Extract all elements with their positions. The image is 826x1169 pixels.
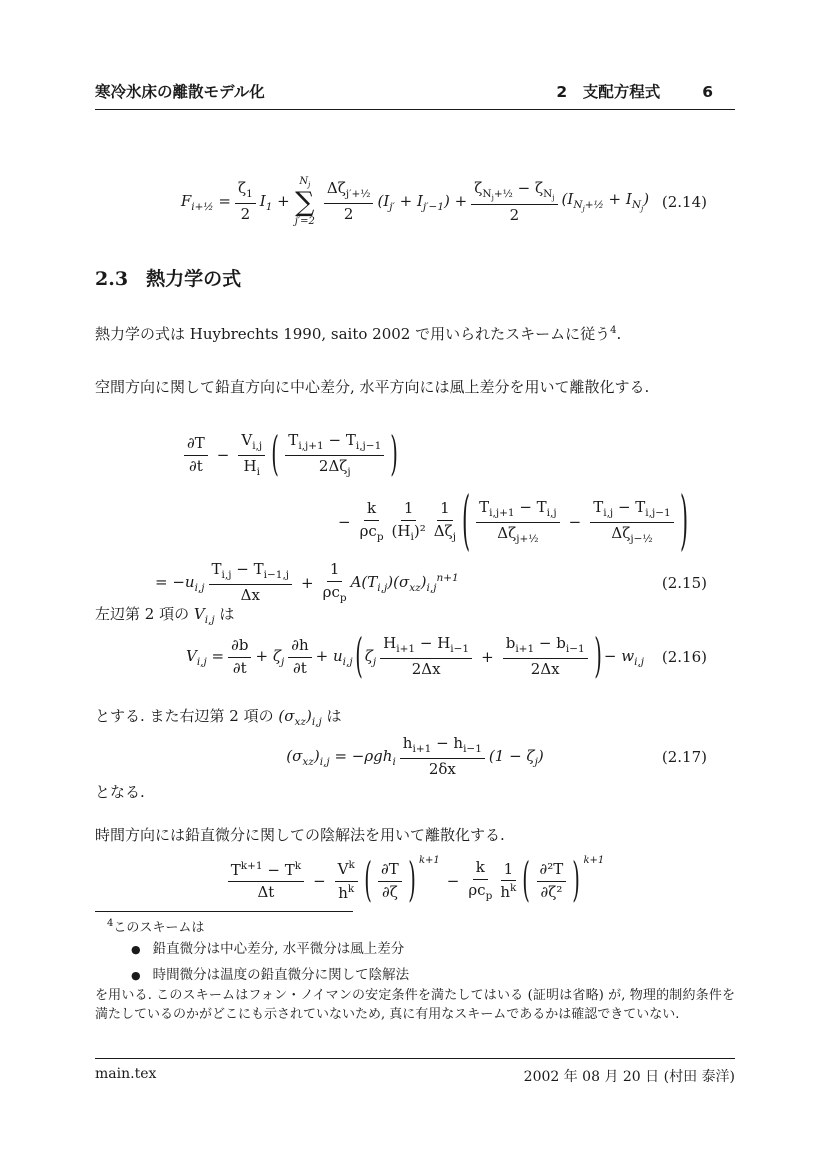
fraction: $\frac{T_{i,j} - T_{i-1,j}}{\Delta x}$ [209,560,293,605]
fraction: $\frac{T^{k+1} - T^k}{\Delta t}$ [228,860,304,903]
fraction: $\frac{1}{\Delta\zeta_j}$ [433,499,456,543]
equation-2-14 [95,163,735,241]
equation-2-16-row: $V_{i,j}$ = $\frac{\partial b}{\partial t}$ + $\zeta_j$ $\frac{\partial h}{\partial t}$ + $u_{i,j}$ ( $\zeta_j$ $\frac{H_{i+1} - H_{i-1}}{2\Delta x}$ + $\frac{b_{i+1} - b_{i-1}}{2\Delta x}$ ) − $w_{i,j}$ (2.16) [185,630,707,684]
equation-2-17 [95,734,735,780]
fraction: $\frac{\partial T}{\partial t}$ [184,434,208,476]
fraction: $\frac{\text{∂²T}}{\text{∂ζ²}}$ [537,860,567,902]
eq214-term1: $I_1$ + [259,191,290,213]
equation-number: (2.17) [661,748,707,766]
eq214-term2: $(I_{j'} + I_{j'-1})$ + [377,191,468,213]
equation-2-15 [95,428,735,606]
paragraph-lhs-second-term: 左辺第 2 項の $V_{i,j}$ は [95,605,235,626]
equation-implicit-time-row: $\frac{T^{k+1} - T^k}{\Delta t}$ − $\frac{V^k}{h^k}$ ( $\frac{\partial T}{\partial\zeta}$ ) k+1 − $\frac{k}{\rho c_p}$ $\frac{1}{h^k}$ ( $\frac{\text{∂²T}}{\text{∂ζ²}}$ ) k+1 [95,853,735,909]
footer-rule [95,1058,735,1059]
fraction: $\frac{\partial b}{\partial t}$ [228,636,251,678]
fraction: $\frac{T_{i,j+1} - T_{i,j}}{\Delta\zeta_{j+\frac{1}{2}}}$ [476,498,560,546]
fraction: $\frac{V^k}{h^k}$ [335,859,358,903]
header-section-label: 2 支配方程式 [556,83,661,101]
footnote-bullet-item: ● 鉛直微分は中心差分, 水平微分は風上差分 [131,941,405,957]
footnote-bullet-item: ● 時間微分は温度の鉛直微分に関して陰解法 [131,967,410,983]
eq214-term3: $(I_{N_j+\frac{1}{2}} + I_{N_j})$ [561,190,650,214]
bullet-icon: ● [131,969,141,982]
page-footer [95,1066,735,1086]
footnote-rule [95,911,353,912]
paragraph-scheme-reference: 熱力学の式は Huybrechts 1990, saito 2002 で用いられたスキームに従う$^4$. [95,325,622,343]
paragraph-spatial-discretization: 空間方向に関して鉛直方向に中心差分, 水平方向には風上差分を用いて離散化する. [95,378,650,396]
fraction: $\frac{b_{i+1} - b_{i-1}}{2\Delta x}$ [503,634,588,679]
fraction: $\frac{\Delta\zeta_{j'+\frac{1}{2}}}{2}$ [324,179,374,224]
eq214-lhs: $F_{i+\frac{1}{2}}$ = [180,191,231,213]
equation-2-16 [95,630,735,684]
paren-superscript: k+1 [583,855,605,866]
paragraph-tonaru: となる. [95,783,145,801]
fraction: $\frac{T_{i,j} - T_{i,j-1}}{\Delta\zeta_{j-\frac{1}{2}}}$ [590,498,674,546]
equation-2-17-row: $(\sigma_{xz})_{i,j} = -\rho gh_i$ $\frac{h_{i+1} - h_{i-1}}{2\delta x}$ $(1 - \zeta_j)$ (2.17) [286,734,707,779]
footer-filename: main.tex [95,1066,157,1082]
header-page-number: 6 [702,83,713,101]
fraction: $\frac{\partial T}{\partial\zeta}$ [378,860,402,902]
bullet-icon: ● [131,943,141,956]
paragraph-time-discretization: 時間方向には鉛直微分に関しての陰解法を用いて離散化する. [95,826,505,844]
fraction: $\frac{V_{i,j}}{H_i}$ [238,431,265,479]
footnote-intro: $^4$このスキームは [107,918,205,936]
header-title: 寒冷氷床の離散モデル化 [95,83,265,101]
section-title: 熱力学の式 [146,268,242,290]
section-number: 2.3 [95,268,129,290]
fraction: $\frac{h_{i+1} - h_{i-1}}{2\delta x}$ [400,734,485,779]
fraction: $\frac{\zeta_{N_j+\frac{1}{2}} - \zeta_{N_j}}{2}$ [471,179,557,225]
eq215-line3: = $-u_{i,j}$ $\frac{T_{i,j} - T_{i-1,j}}{\Delta x}$ + $\frac{1}{\rho c_p}$ $A(T_{i,j})(\sigma_{xz})_{i,j}^{n+1}$ (2.15) [155,560,707,605]
fraction: $\frac{1}{\rho c_p}$ [322,560,347,604]
paren-superscript: k+1 [418,855,440,866]
inline-math: $(\sigma_{xz})_{i,j}$ [278,707,322,728]
summation-symbol: $N_j$ ∑ j′=2 [294,176,315,227]
equation-number: (2.16) [661,648,707,666]
fraction: $\frac{1}{(H_i)^2}$ [391,499,426,543]
fraction: $\frac{H_{i+1} - H_{i-1}}{2\Delta x}$ [380,634,472,679]
fraction: $\frac{T_{i,j+1} - T_{i,j-1}}{2\Delta\zeta_j}$ [285,431,384,479]
equation-number: (2.15) [661,574,707,592]
equation-number: (2.14) [661,193,707,211]
eq215-line1: $\frac{\partial T}{\partial t}$ − $\frac{V_{i,j}}{H_i}$ ( $\frac{T_{i,j+1} - T_{i,j-1}}{2\Delta\zeta_j}$ ) [95,428,735,482]
section-heading [95,264,735,291]
equation-implicit-time [95,853,735,909]
paragraph-rhs-second-term: とする. また右辺第 2 項の $(\sigma_{xz})_{i,j}$ は [95,707,342,728]
header-rule [95,109,735,110]
fraction: $\frac{k}{\rho c_p}$ [359,499,384,543]
footer-date-author: 2002 年 08 月 20 日 (村田 泰洋) [523,1069,735,1085]
fraction: $\frac{\zeta_1}{2}$ [235,179,256,224]
header-right [556,80,735,102]
footnote-mark: 4 [107,918,114,929]
page-header [95,80,735,102]
fraction: $\frac{k}{\rho c_p}$ [468,858,493,902]
footnote-mark: 4 [610,325,617,336]
footnote-body: を用いる. このスキームはフォン・ノイマンの安定条件を満たしてはいる (証明は省略) が, 物理的制約条件を満たしているのかがどこにも示されていないため, 真に有用なスキームであるかは確認できていない. [95,988,735,1022]
fraction: $\frac{1}{h^k}$ [500,859,517,901]
eq215-line2: − $\frac{k}{\rho c_p}$ $\frac{1}{(H_i)^2}$ $\frac{1}{\Delta\zeta_j}$ ( $\frac{T_{i,j+1} - T_{i,j}}{\Delta\zeta_{j+\frac{1}{2}}}$ − $\frac{T_{i,j} - T_{i,j-1}}{\Delta\zeta_{j-\frac{1}{2}}}$ ) [338,484,688,560]
inline-math: $V_{i,j}$ [193,605,215,626]
equation-2-14-row [95,163,735,241]
fraction: $\frac{\partial h}{\partial t}$ [288,636,311,678]
